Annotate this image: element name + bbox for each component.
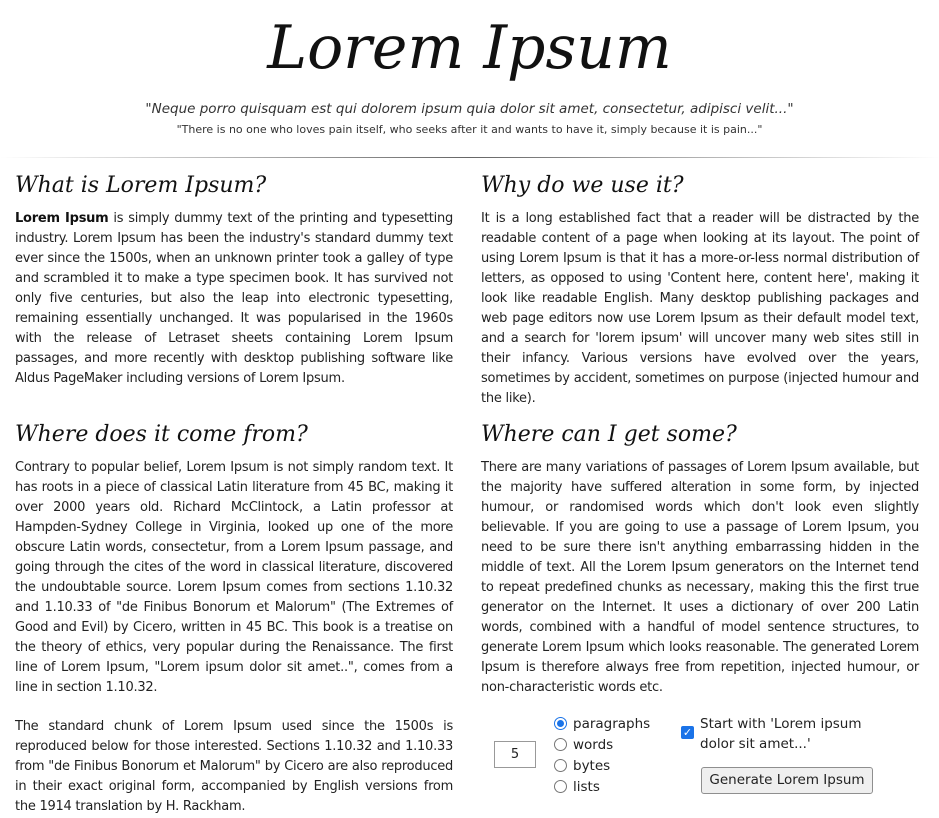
section-body: is simply dummy text of the printing and typesetting industry. Lorem Ipsum has been the industry's standard dummy text ever since the 1500s, when an unknown printer took a galley of type and scrambled it to make a type specimen book. It has survived not only five centuries, but also the leap into electronic typesetting, remaining essentially unchanged. It was popularised in the 1960s with the release of Letraset sheets containing Lorem Ipsum passages, and more recently with desktop publishing software like Aldus PageMaker including versions of Lorem Ipsum. xyxy=(15,211,453,386)
bold-lead: Lorem Ipsum xyxy=(15,211,109,226)
english-quote: "There is no one who loves pain itself, who seeks after it and wants to have it, simply because it is pain..." xyxy=(176,123,763,136)
radio-label: words xyxy=(573,736,614,753)
section-heading: What is Lorem Ipsum? xyxy=(15,173,267,198)
section-text: It is a long established fact that a reader will be distracted by the readable content of a page when looking at its layout. The point of using Lorem Ipsum is that it has a more-or-less normal distribution of letters, as opposed to using 'Content here, content here', making it look like readable English. Many desktop publishing packages and web page editors now use Lorem Ipsum as their default model text, and a search for 'lorem ipsum' will uncover many web sites still in their infancy. Various versions have evolved over the years, sometimes by accident, sometimes on purpose (injected humour and the like). xyxy=(481,211,919,406)
radio-option-bytes[interactable] xyxy=(554,755,650,776)
radio-option-lists[interactable] xyxy=(554,776,650,797)
radio-label: lists xyxy=(573,778,600,795)
page-title: Lorem Ipsum xyxy=(267,13,672,83)
section-text-2: The standard chunk of Lorem Ipsum used since the 1500s is reproduced below for those interested. Sections 1.10.32 and 1.10.33 from "de Finibus Bonorum et Malorum" by Cicero are also reproduced in their exact original form, accompanied by English versions from the 1914 translation by H. Rackham. xyxy=(15,719,453,814)
generator-form xyxy=(494,710,894,810)
unit-radio-group xyxy=(554,713,650,797)
section-where-get xyxy=(481,421,919,698)
section-heading: Where does it come from? xyxy=(15,422,308,447)
generate-button[interactable]: Generate Lorem Ipsum xyxy=(701,767,873,794)
section-text xyxy=(15,209,453,389)
radio-button[interactable] xyxy=(554,717,567,730)
radio-option-words[interactable] xyxy=(554,734,650,755)
section-text: There are many variations of passages of Lorem Ipsum available, but the majority have suffered alteration in some form, by injected humour, or randomised words which don't look even slightly believable. If you are going to use a passage of Lorem Ipsum, you need to be sure there isn't anything embarrassing hidden in the middle of text. All the Lorem Ipsum generators on the Internet tend to repeat predefined chunks as necessary, making this the first true generator on the Internet. It uses a dictionary of over 200 Latin words, combined with a handful of model sentence structures, to generate Lorem Ipsum which looks reasonable. The generated Lorem Ipsum is therefore always free from repetition, injected humour, or non-characteristic words etc. xyxy=(481,460,919,695)
section-heading: Where can I get some? xyxy=(481,422,737,447)
section-heading: Why do we use it? xyxy=(481,173,684,198)
section-what-is xyxy=(15,172,453,389)
radio-button[interactable] xyxy=(554,738,567,751)
section-text: Contrary to popular belief, Lorem Ipsum is not simply random text. It has roots in a piece of classical Latin literature from 45 BC, making it over 2000 years old. Richard McClintock, a Latin professor at Hampden-Sydney College in Virginia, looked up one of the more obscure Latin words, consectetur, from a Lorem Ipsum passage, and going through the cites of the word in classical literature, discovered the undoubtable source. Lorem Ipsum comes from sections 1.10.32 and 1.10.33 of "de Finibus Bonorum et Malorum" (The Extremes of Good and Evil) by Cicero, written in 45 BC. This book is a treatise on the theory of ethics, very popular during the Renaissance. The first line of Lorem Ipsum, "Lorem ipsum dolor sit amet..", comes from a line in section 1.10.32. xyxy=(15,460,453,695)
section-why-use xyxy=(481,172,919,409)
amount-input[interactable]: 5 xyxy=(494,741,536,768)
radio-button[interactable] xyxy=(554,780,567,793)
start-with-checkbox[interactable]: ✓ xyxy=(682,726,693,739)
radio-button[interactable] xyxy=(554,759,567,772)
start-with-label[interactable]: Start with 'Lorem ipsum dolor sit amet...' xyxy=(700,716,862,752)
radio-option-paragraphs[interactable] xyxy=(554,713,650,734)
section-where-from xyxy=(15,421,453,817)
latin-quote: "Neque porro quisquam est qui dolorem ipsum quia dolor sit amet, consectetur, adipisci velit..." xyxy=(145,101,794,117)
header-divider xyxy=(0,157,939,158)
radio-label: paragraphs xyxy=(573,715,651,732)
radio-label: bytes xyxy=(573,757,611,774)
